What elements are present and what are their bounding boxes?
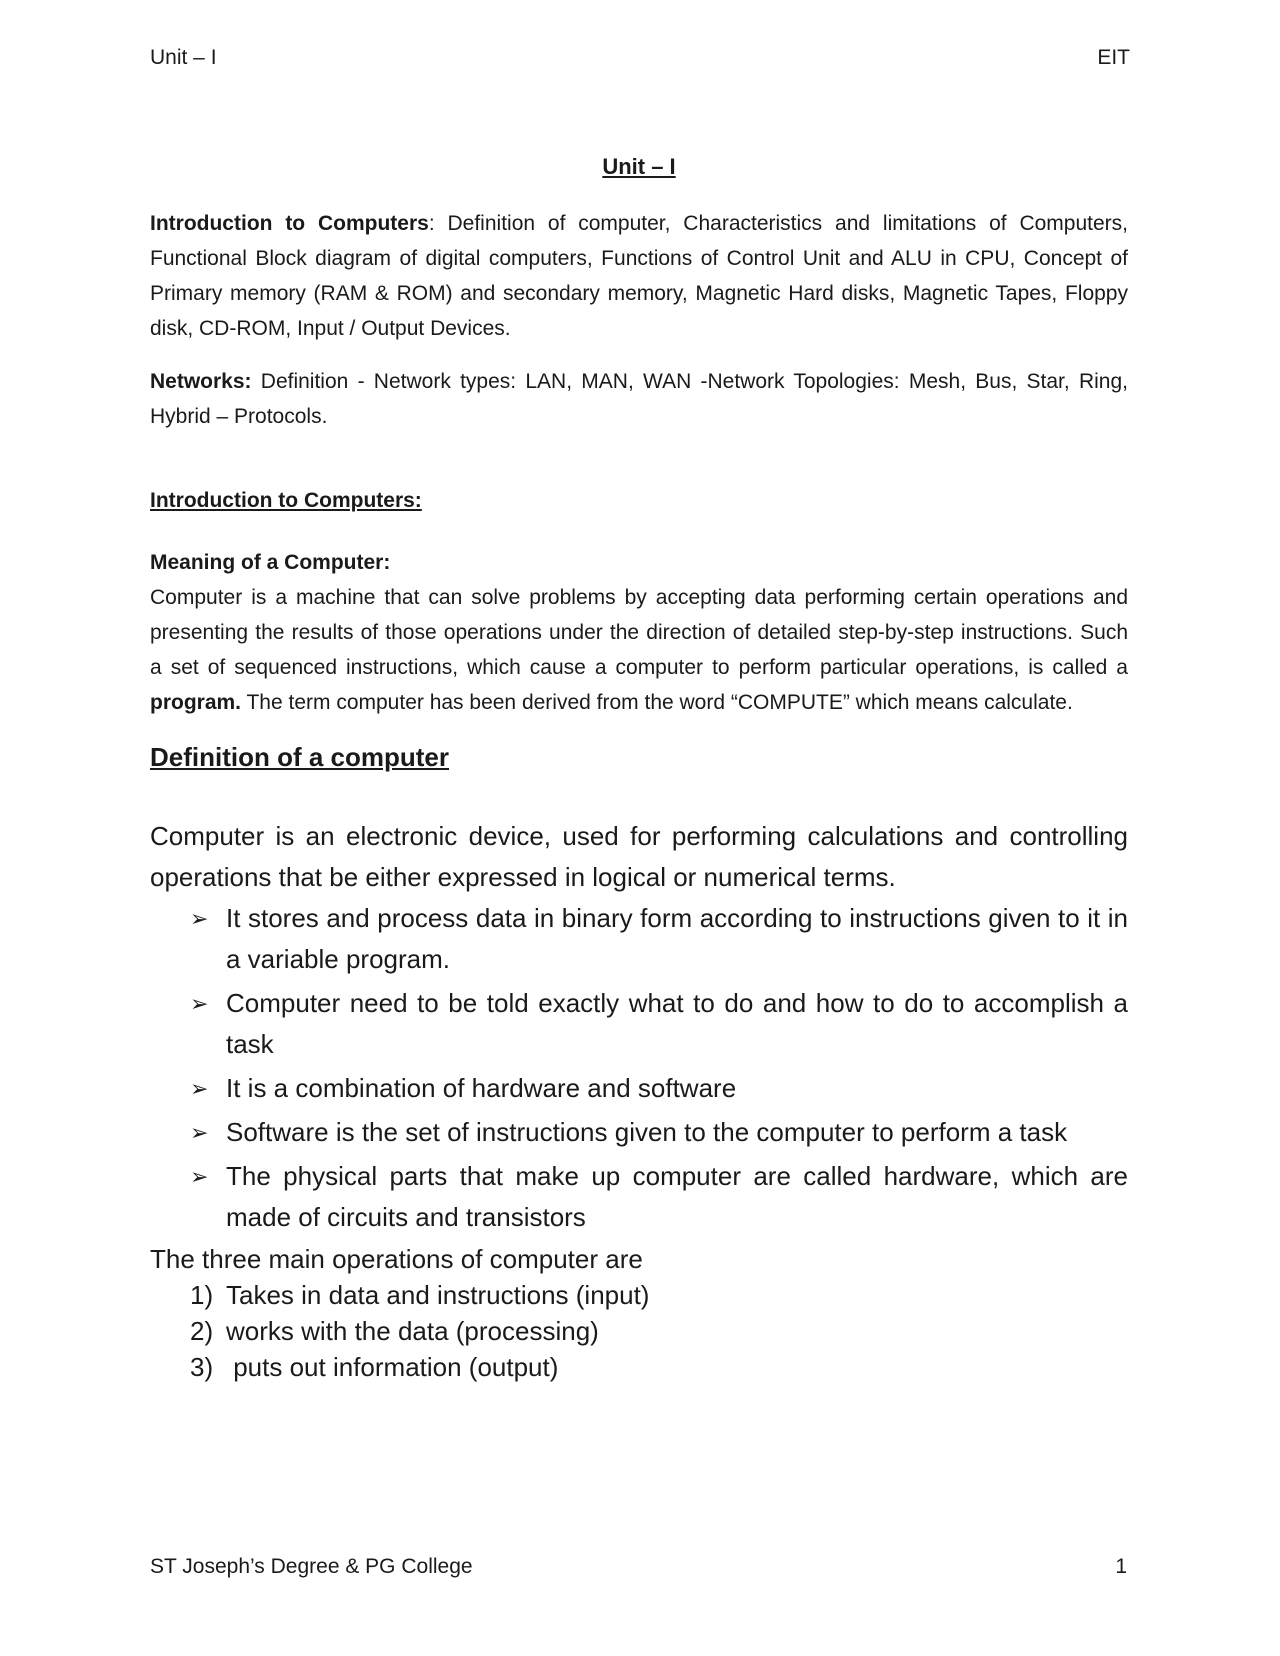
definition-heading: Definition of a computer bbox=[150, 742, 449, 772]
arrow-bullet-icon: ➢ bbox=[190, 1120, 209, 1145]
list-number: 2) bbox=[190, 1316, 214, 1346]
meaning-text-1: Computer is a machine that can solve problems by accepting data performing certain operations and presenting the results of those operations under the direction of detailed step-by-step instructions. Such a set of sequenced instructions, which cause a computer to perform particular operations, is called a bbox=[150, 586, 1128, 679]
operations-intro: The three main operations of computer are bbox=[150, 1244, 643, 1274]
list-number: 1) bbox=[190, 1280, 214, 1310]
syllabus-intro-text: : Definition of computer, Characteristics and limitations of Computers, Functional Block diagram of digital computers, Functions of Control Unit and ALU in CPU, Concept of Primary memory (RAM & ROM) and secondary memory, Magnetic Hard disks, Magnetic Tapes, Floppy disk, CD-ROM, Input / Output Devices. bbox=[150, 212, 1128, 340]
arrow-bullet-icon: ➢ bbox=[190, 991, 209, 1016]
meaning-heading: Meaning of a Computer: bbox=[150, 551, 391, 574]
definition-paragraph: Computer is an electronic device, used for performing calculations and controlling operations that be either expressed in logical or numerical terms. bbox=[150, 821, 1128, 892]
arrow-bullet-icon: ➢ bbox=[190, 906, 209, 931]
list-item: 3) puts out information (output) bbox=[190, 1349, 1128, 1385]
syllabus-intro bbox=[150, 206, 1128, 346]
intro-heading: Introduction to Computers: bbox=[150, 489, 422, 512]
header-left: Unit – I bbox=[150, 46, 217, 69]
list-item: 1) Takes in data and instructions (input) bbox=[190, 1277, 1128, 1313]
list-item: ➢ It is a combination of hardware and software bbox=[190, 1068, 1128, 1109]
meaning-text-2: The term computer has been derived from the word “COMPUTE” which means calculate. bbox=[241, 691, 1073, 714]
arrow-bullet-icon: ➢ bbox=[190, 1164, 209, 1189]
meaning-paragraph bbox=[150, 580, 1128, 720]
syllabus-networks-text: Definition - Network types: LAN, MAN, WAN -Network Topologies: Mesh, Bus, Star, Ring, Hybrid – Protocols. bbox=[150, 370, 1128, 428]
page-number: 1 bbox=[1115, 1555, 1127, 1578]
page-title: Unit – I bbox=[602, 154, 676, 179]
arrow-bullet-icon: ➢ bbox=[190, 1076, 209, 1101]
syllabus-intro-label: Introduction to Computers bbox=[150, 212, 429, 235]
header-right: EIT bbox=[1097, 46, 1130, 69]
list-item: ➢ The physical parts that make up computer are called hardware, which are made of circuits and transistors bbox=[190, 1156, 1128, 1238]
list-item: ➢ Computer need to be told exactly what to do and how to do to accomplish a task bbox=[190, 983, 1128, 1065]
meaning-bold-term: program. bbox=[150, 691, 242, 714]
list-item: 2) works with the data (processing) bbox=[190, 1313, 1128, 1349]
operations-list bbox=[150, 1277, 1128, 1385]
footer-left: ST Joseph’s Degree & PG College bbox=[150, 1555, 473, 1578]
list-number: 3) bbox=[190, 1352, 214, 1382]
list-item: ➢ Software is the set of instructions given to the computer to perform a task bbox=[190, 1112, 1128, 1153]
syllabus-networks-label: Networks: bbox=[150, 370, 252, 393]
page-content bbox=[150, 150, 1128, 1385]
definition-bullets bbox=[150, 898, 1128, 1238]
syllabus-networks bbox=[150, 364, 1128, 434]
list-item: ➢ It stores and process data in binary form according to instructions given to it in a variable program. bbox=[190, 898, 1128, 980]
